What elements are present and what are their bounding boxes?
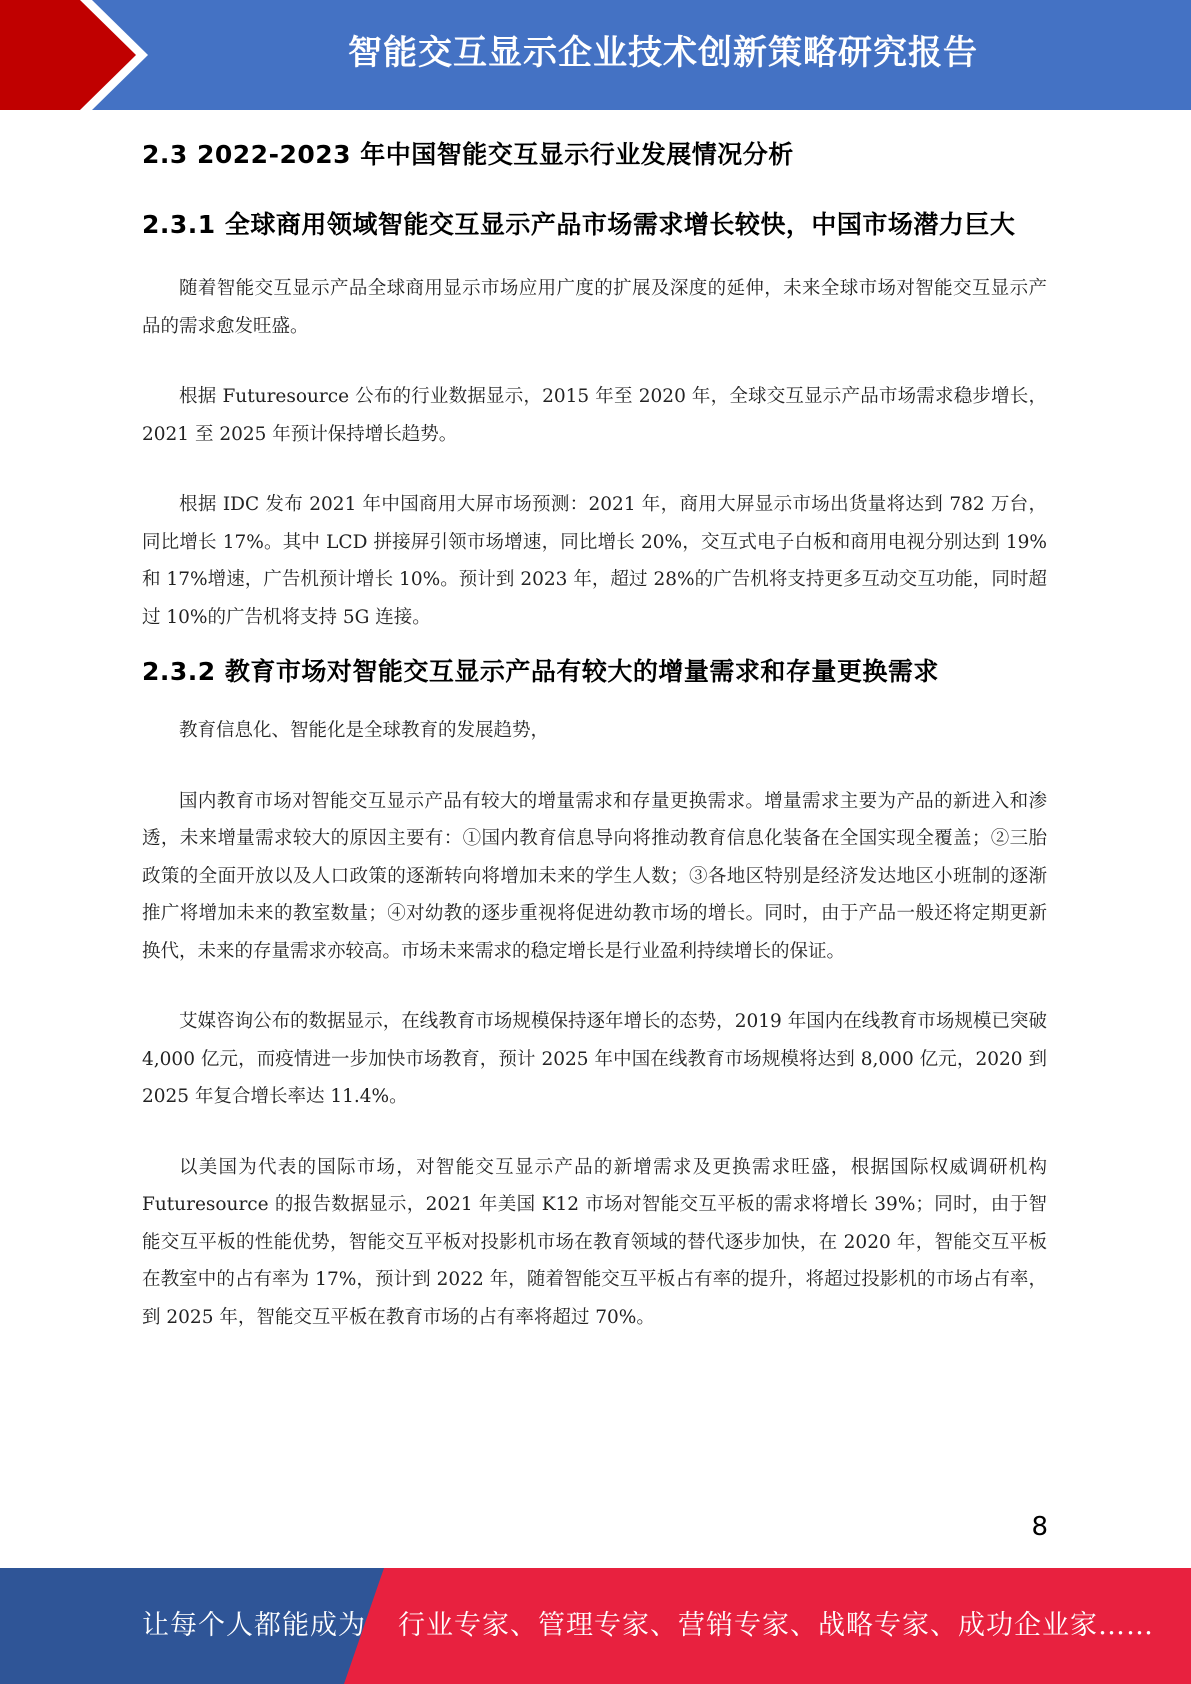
paragraph: 根据 IDC 发布 2021 年中国商用大屏市场预测：2021 年，商用大屏显示市场出货量将达到 782 万台，同比增长 17%。其中 LCD 拼接屏引领市场增速，同比增长 20%，交互式电子白板和商用电视分别达到 19%和 17%增速，广告机预计增长 10%。预计到 2023 年，超过 28%的广告机将支持更多互动交互功能，同时超过 10%的广告机将支持 5G 连接。	[142, 494, 1047, 628]
paragraph: 艾媒咨询公布的数据显示，在线教育市场规模保持逐年增长的态势，2019 年国内在线教育市场规模已突破 4,000 亿元，而疫情进一步加快市场教育，预计 2025 年中国在线教育市场规模将达到 8,000 亿元，2020 到 2025 年复合增长率达 11.4%。	[142, 1011, 1047, 1107]
page-footer	[0, 1568, 1191, 1684]
page-header	[0, 0, 1191, 110]
paragraph: 国内教育市场对智能交互显示产品有较大的增量需求和存量更换需求。增量需求主要为产品的新进入和渗透，未来增量需求较大的原因主要有：①国内教育信息导向将推动教育信息化装备在全国实现全覆盖；②三胎政策的全面开放以及人口政策的逐渐转向将增加未来的学生人数；③各地区特别是经济发达地区小班制的逐渐推广将增加未来的教室数量；④对幼教的逐步重视将促进幼教市场的增长。同时，由于产品一般还将定期更新换代，未来的存量需求亦较高。市场未来需求的稳定增长是行业盈利持续增长的保证。	[142, 790, 1047, 962]
paragraph: 教育信息化、智能化是全球教育的发展趋势，	[179, 720, 550, 741]
section-heading: 2.3 2022-2023 年中国智能交互显示行业发展情况分析	[142, 140, 794, 169]
page-number: 8	[1031, 1512, 1048, 1542]
page-content	[142, 125, 1047, 1336]
footer-slogan-left: 让每个人都能成为	[142, 1610, 366, 1641]
subsection-heading-2-3-2: 2.3.2 教育市场对智能交互显示产品有较大的增量需求和存量更换需求	[142, 657, 939, 686]
report-title: 智能交互显示企业技术创新策略研究报告	[348, 33, 978, 73]
footer-slogan-right: 行业专家、管理专家、营销专家、战略专家、成功企业家……	[398, 1610, 1154, 1641]
paragraph: 根据 Futuresource 公布的行业数据显示，2015 年至 2020 年，全球交互显示产品市场需求稳步增长，2021 至 2025 年预计保持增长趋势。	[142, 386, 1047, 445]
paragraph: 以美国为代表的国际市场，对智能交互显示产品的新增需求及更换需求旺盛，根据国际权威调研机构 Futuresource 的报告数据显示，2021 年美国 K12 市场对智能交互平板的需求将增长 39%；同时，由于智能交互平板的性能优势，智能交互平板对投影机市场在教育领域的替代逐步加快，在 2020 年，智能交互平板在教室中的占有率为 17%，预计到 2022 年，随着智能交互平板占有率的提升，将超过投影机的市场占有率，到 2025 年，智能交互平板在教育市场的占有率将超过 70%。	[142, 1156, 1047, 1328]
header-arrow-decoration	[0, 0, 160, 110]
subsection-heading-2-3-1: 2.3.1 全球商用领域智能交互显示产品市场需求增长较快，中国市场潜力巨大	[142, 210, 1016, 239]
paragraph: 随着智能交互显示产品全球商用显示市场应用广度的扩展及深度的延伸，未来全球市场对智能交互显示产品的需求愈发旺盛。	[142, 278, 1047, 337]
